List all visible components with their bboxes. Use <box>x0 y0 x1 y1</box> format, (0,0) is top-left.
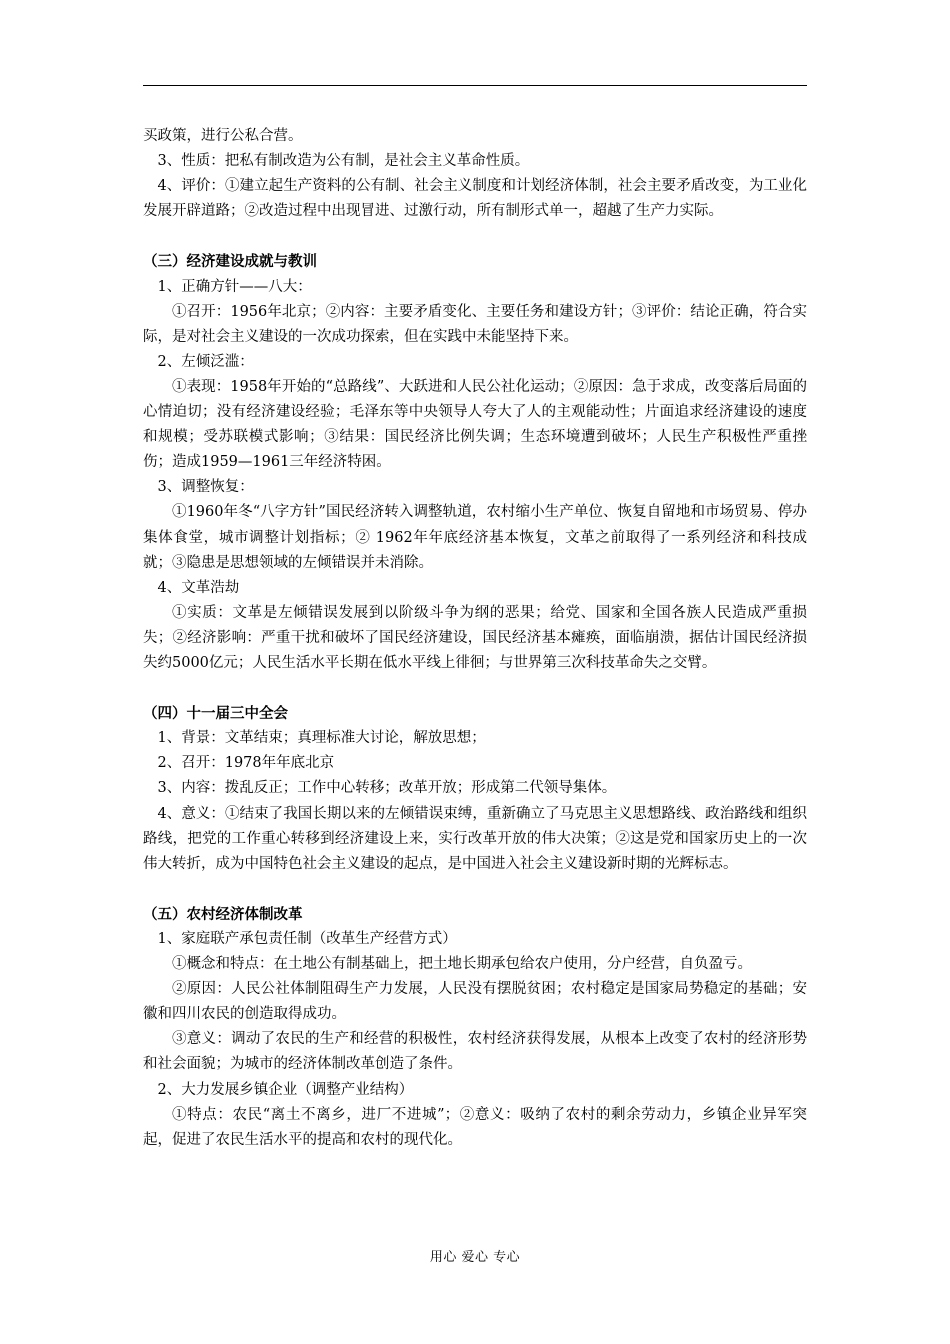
paragraph: 1、家庭联产承包责任制（改革生产经营方式） <box>157 931 457 947</box>
paragraph: ①实质：文革是左倾错误发展到以阶级斗争为纲的恶果；给党、国家和全国各族人民造成严重损失；②经济影响：严重干扰和破坏了国民经济建设，国民经济基本瘫痪，面临崩溃，据估计国民经济损失约5000亿元；人民生活水平长期在低水平线上徘徊；与世界第三次科技革命失之交臂。 <box>143 604 807 671</box>
paragraph: 4、意义：①结束了我国长期以来的左倾错误束缚，重新确立了马克思主义思想路线、政治路线和组织路线，把党的工作重心转移到经济建设上来，实行改革开放的伟大决策；②这是党和国家历史上的一次伟大转折，成为中国特色社会主义建设的起点，是中国进入社会主义建设新时期的光辉标志。 <box>143 805 807 872</box>
paragraph: 1、正确方针——八大： <box>157 278 312 295</box>
page-footer: 用心 爱心 专心 <box>429 1250 521 1265</box>
section-heading: （三）经济建设成就与教训 <box>143 253 317 271</box>
paragraph: ③意义：调动了农民的生产和经营的积极性，农村经济获得发展，从根本上改变了农村的经济形势和社会面貌；为城市的经济体制改革创造了条件。 <box>143 1031 807 1073</box>
header-rule <box>143 85 807 86</box>
paragraph-gap <box>143 676 807 701</box>
paragraph: 3、调整恢复： <box>157 479 254 496</box>
paragraph: 3、内容：拨乱反正；工作中心转移；改革开放；形成第二代领导集体。 <box>157 780 617 797</box>
paragraph: 2、召开：1978年年底北京 <box>157 755 335 772</box>
paragraph: 2、大力发展乡镇企业（调整产业结构） <box>157 1081 414 1098</box>
paragraph: 4、评价：①建立起生产资料的公有制、社会主义制度和计划经济体制，社会主要矛盾改变，为工业化发展开辟道路；②改造过程中出现冒进、过激行动，所有制形式单一，超越了生产力实际。 <box>143 178 807 220</box>
paragraph: 4、文革浩劫 <box>157 579 240 596</box>
paragraph: 买政策，进行公私合营。 <box>143 128 303 144</box>
section-heading: （四）十一届三中全会 <box>143 705 288 723</box>
paragraph: 1、背景：文革结束；真理标准大讨论，解放思想； <box>157 730 486 747</box>
paragraph: ①召开：1956年北京；②内容：主要矛盾变化、主要任务和建设方针；③评价：结论正确，符合实际，是对社会主义建设的一次成功探索，但在实践中未能坚持下来。 <box>143 303 807 345</box>
paragraph: 3、性质：把私有制改造为公有制，是社会主义革命性质。 <box>157 153 530 170</box>
paragraph: ①概念和特点：在土地公有制基础上，把土地长期承包给农户使用，分户经营，自负盈亏。 <box>172 956 752 973</box>
paragraph: ①表现：1958年开始的“总路线”、大跃进和人民公社化运动；②原因：急于求成，改变落后局面的心情迫切；没有经济建设经验；毛泽东等中央领导人夸大了人的主观能动性；片面追求经济建设的速度和规模；受苏联模式影响；③结果：国民经济比例失调；生态环境遭到破坏；人民生产积极性严重挫伤；造成1959—1961三年经济特困。 <box>143 378 807 471</box>
document-body <box>143 124 807 1153</box>
paragraph: ①1960年冬“八字方针”国民经济转入调整轨道，农村缩小生产单位、恢复自留地和市场贸易、停办集体食堂，城市调整计划指标；② 1962年年底经济基本恢复，文革之前取得了一系列经济和科技成就；③隐患是思想领域的左倾错误并未消除。 <box>143 504 807 571</box>
paragraph: ①特点：农民“离土不离乡，进厂不进城”；②意义：吸纳了农村的剩余劳动力，乡镇企业异军突起，促进了农民生活水平的提高和农村的现代化。 <box>143 1106 807 1148</box>
paragraph: 2、左倾泛滥： <box>157 353 254 370</box>
section-heading: （五）农村经济体制改革 <box>143 905 303 923</box>
paragraph-gap <box>143 224 807 249</box>
paragraph: ②原因：人民公社体制阻碍生产力发展，人民没有摆脱贫困；农村稳定是国家局势稳定的基础；安徽和四川农民的创造取得成功。 <box>143 981 807 1023</box>
paragraph-gap <box>143 877 807 902</box>
